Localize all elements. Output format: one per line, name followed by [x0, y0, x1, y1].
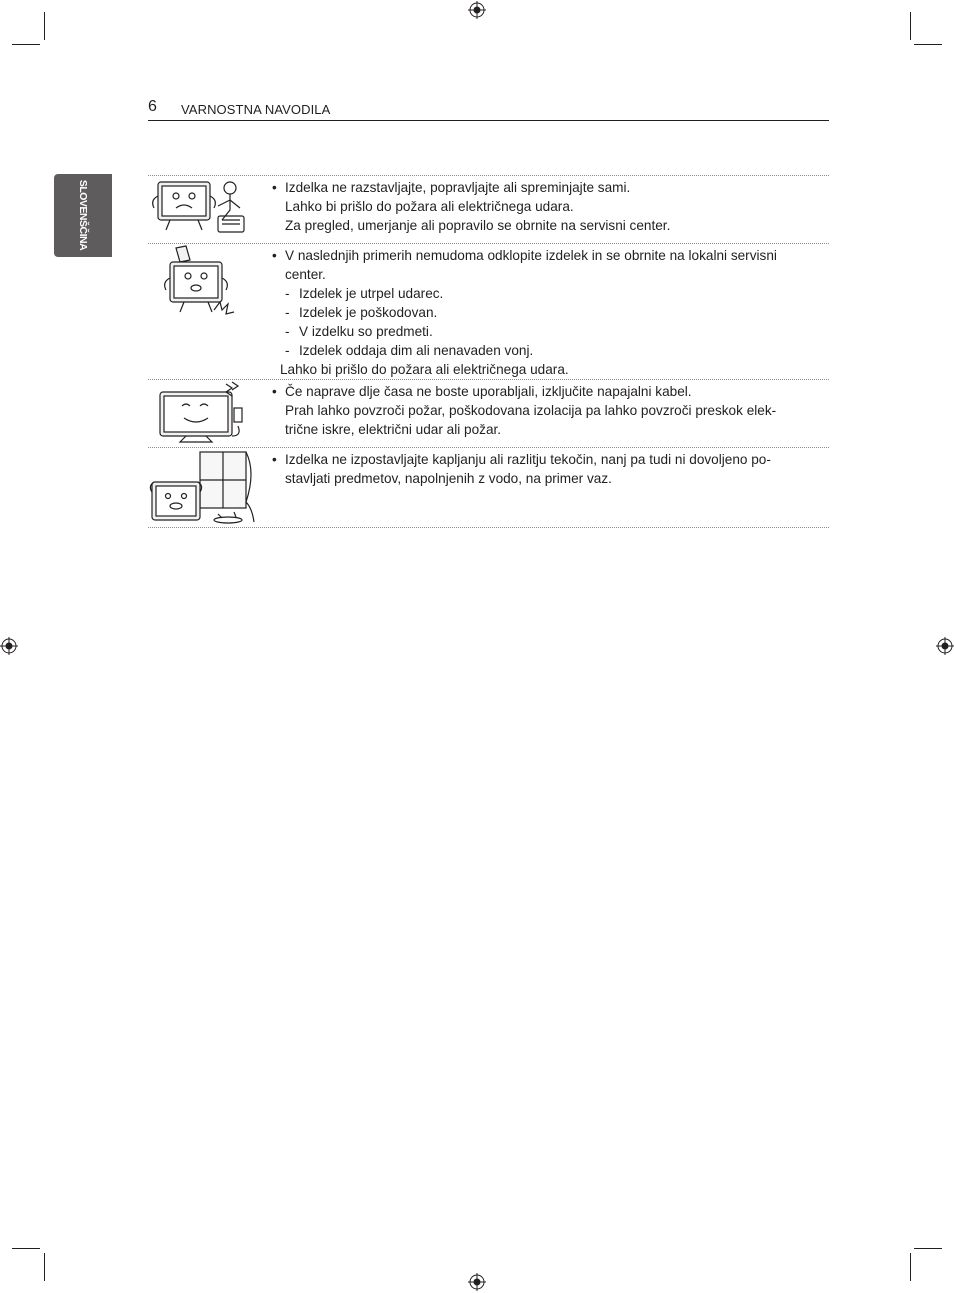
crop-mark [914, 1248, 942, 1249]
list-item [272, 341, 829, 360]
dash: - [285, 324, 290, 339]
disassembling-tv-icon [148, 176, 266, 242]
safety-item-lead: Izdelka ne izpostavljajte kapljanju ali razlitju tekočin, nanj pa tudi ni dovoljeno po- [285, 452, 771, 467]
list-item-text: V izdelku so predmeti. [299, 324, 433, 339]
registration-mark-icon [936, 637, 954, 655]
list-item [272, 322, 829, 341]
unplugged-tv-icon [148, 380, 266, 446]
language-tab-label: SLOVENŠČINA [77, 179, 89, 251]
safety-row [148, 243, 829, 379]
list-item-text: Izdelek je utrpel udarec. [299, 286, 444, 301]
language-tab [54, 174, 112, 257]
crop-mark [12, 1248, 40, 1249]
crop-mark [910, 12, 911, 40]
crop-mark [44, 12, 45, 40]
safety-row [148, 379, 829, 447]
page-number: 6 [148, 98, 157, 115]
tv-near-window-water-icon [148, 448, 266, 527]
safety-item-footer: Lahko bi prišlo do požara ali električnega udara. [280, 362, 569, 377]
safety-item-lead: Izdelka ne razstavljajte, popravljajte ali spreminjajte sami. [285, 180, 631, 195]
safety-item-text: Prah lahko povzroči požar, poškodovana izolacija pa lahko povzroči preskok elek- [285, 403, 777, 418]
registration-mark-icon [0, 637, 18, 655]
dash: - [285, 305, 290, 320]
bullet: • [272, 452, 277, 467]
safety-item-text: Lahko bi prišlo do požara ali električnega udara. [285, 199, 574, 214]
crop-mark [44, 1253, 45, 1281]
safety-table [148, 175, 829, 528]
crop-mark [914, 44, 942, 45]
list-item [272, 284, 829, 303]
safety-row-text [272, 244, 829, 379]
dash: - [285, 343, 290, 358]
safety-item-text: stavljati predmetov, napolnjenih z vodo, na primer vaz. [285, 471, 612, 486]
safety-item-lead: V naslednjih primerih nemudoma odklopite izdelek in se obrnite na lokalni servisni [285, 248, 777, 263]
bullet: • [272, 384, 277, 399]
safety-item-lead: Če naprave dlje časa ne boste uporabljali, izključite napajalni kabel. [285, 384, 692, 399]
safety-row-text [272, 176, 829, 235]
page-header [148, 96, 829, 121]
list-item [272, 303, 829, 322]
crop-mark [12, 44, 40, 45]
safety-item-text: trične iskre, električni udar ali požar. [285, 422, 502, 437]
list-item-text: Izdelek oddaja dim ali nenavaden vonj. [299, 343, 534, 358]
safety-row [148, 175, 829, 243]
registration-mark-icon [468, 1273, 486, 1291]
section-title: VARNOSTNA NAVODILA [181, 102, 331, 117]
registration-mark-icon [468, 1, 486, 19]
dash: - [285, 286, 290, 301]
safety-row-text [272, 380, 829, 439]
bullet: • [272, 180, 277, 195]
safety-item-text: Za pregled, umerjanje ali popravilo se obrnite na servisni center. [285, 218, 671, 233]
safety-row-text [272, 448, 829, 488]
crop-mark [910, 1253, 911, 1281]
list-item-text: Izdelek je poškodovan. [299, 305, 438, 320]
safety-item-text: center. [285, 267, 326, 282]
damaged-tv-icon [148, 244, 266, 324]
bullet: • [272, 248, 277, 263]
safety-row [148, 447, 829, 528]
